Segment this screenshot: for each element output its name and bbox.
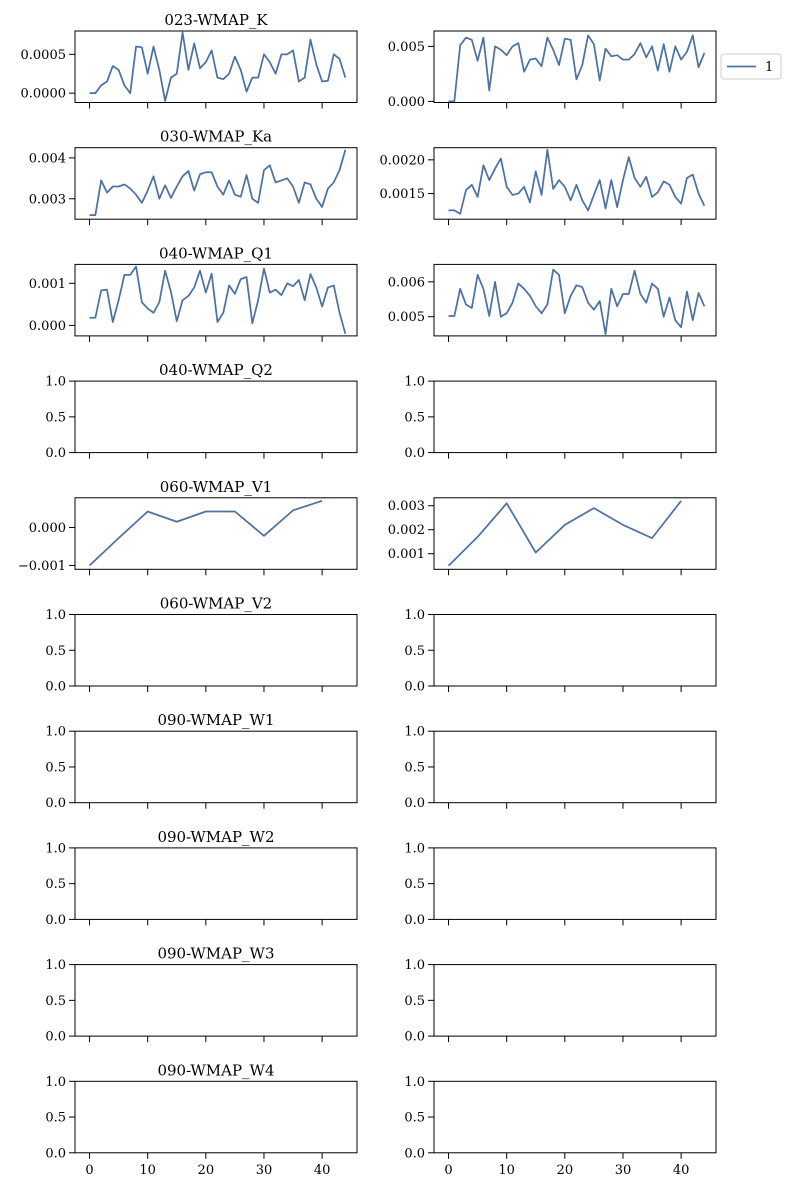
- axes-frame: [75, 264, 357, 336]
- axes-frame: [75, 965, 357, 1037]
- y-tick-label-1-0: 1.0: [404, 608, 425, 623]
- panel-r7c0: [45, 828, 357, 928]
- axes-frame: [434, 381, 716, 453]
- y-tick-label-0-5: 0.5: [45, 993, 66, 1009]
- y-tick-label-1-0: 1.0: [45, 608, 66, 623]
- y-tick-label-0-5: 0.5: [404, 410, 425, 426]
- x-tick-label-20: 20: [556, 1162, 574, 1178]
- y-tick-label-1-0: 1.0: [404, 1074, 425, 1090]
- panel-grid: [18, 11, 716, 1178]
- axes-frame: [75, 381, 357, 453]
- y-tick-label-0-001: 0.001: [387, 547, 425, 563]
- y-tick-label-0-5: 0.5: [404, 760, 425, 776]
- y-tick-label-1-0: 1.0: [45, 841, 66, 857]
- panel-r9c1: [404, 1075, 716, 1178]
- series-line-r4c1-0: [449, 501, 682, 566]
- panel-r3c1: [404, 375, 716, 462]
- y-tick-label-0-001: −0.001: [17, 558, 66, 574]
- series-line-r1c1-0: [449, 150, 705, 214]
- y-tick-label-0-0: 0.0: [45, 1146, 66, 1162]
- legend-label: 1: [765, 60, 774, 75]
- panel-title: 040-WMAP_Q2: [159, 361, 273, 380]
- panel-r0c0: [21, 11, 358, 109]
- panel-r9c0: [45, 1061, 357, 1178]
- y-tick-label-0-0015: 0.0015: [379, 187, 425, 203]
- y-tick-label-0-000: 0.000: [387, 94, 425, 110]
- panel-r5c0: [45, 595, 357, 695]
- legend: [721, 54, 781, 79]
- panel-r6c0: [45, 711, 357, 811]
- y-tick-label-0-5: 0.5: [404, 993, 425, 1009]
- series-line-r4c0-0: [90, 501, 323, 566]
- axes-frame: [75, 848, 357, 920]
- panel-title: 030-WMAP_Ka: [159, 127, 273, 146]
- x-tick-label-30: 30: [614, 1162, 632, 1178]
- panel-title: 023-WMAP_K: [164, 11, 268, 29]
- y-tick-label-0-5: 0.5: [404, 877, 425, 893]
- axes-frame: [75, 498, 357, 570]
- y-tick-label-0-0: 0.0: [404, 1146, 425, 1162]
- y-tick-label-0-000: 0.000: [28, 318, 66, 334]
- axes-frame: [434, 498, 716, 570]
- x-tick-label-30: 30: [255, 1162, 273, 1178]
- y-tick-label-0-0: 0.0: [404, 912, 425, 928]
- panel-r4c0: [18, 478, 357, 576]
- axes-frame: [434, 848, 716, 920]
- axes-frame: [75, 1081, 357, 1153]
- y-tick-label-0-000: 0.000: [28, 520, 66, 536]
- y-tick-label-0-005: 0.005: [387, 39, 425, 55]
- series-line-r0c0-0: [90, 33, 346, 101]
- y-tick-label-0-0: 0.0: [404, 796, 425, 812]
- y-tick-label-0-005: 0.005: [387, 310, 425, 326]
- y-tick-label-0-5: 0.5: [404, 1110, 425, 1126]
- y-tick-label-0-5: 0.5: [45, 1110, 66, 1126]
- y-tick-label-0-0: 0.0: [45, 1029, 66, 1045]
- y-tick-label-0-003: 0.003: [387, 499, 425, 515]
- panel-r2c0: [29, 244, 357, 342]
- axes-frame: [434, 148, 716, 220]
- panel-r6c1: [404, 725, 716, 812]
- panel-title: 040-WMAP_Q1: [159, 244, 273, 263]
- y-tick-label-0-0000: 0.0000: [20, 86, 66, 102]
- y-tick-label-0-5: 0.5: [404, 643, 425, 659]
- axes-frame: [434, 731, 716, 803]
- panel-title: 060-WMAP_V1: [159, 477, 273, 496]
- axes-frame: [75, 731, 357, 803]
- y-tick-label-1-0: 1.0: [404, 724, 425, 740]
- y-tick-label-1-0: 1.0: [404, 374, 425, 390]
- panel-title: 090-WMAP_W1: [157, 711, 275, 730]
- y-tick-label-1-0: 1.0: [45, 724, 66, 740]
- panel-r7c1: [404, 841, 716, 928]
- panel-r1c0: [29, 128, 357, 226]
- series-line-r2c0-0: [90, 267, 346, 334]
- panel-r2c1: [388, 264, 716, 342]
- y-tick-label-1-0: 1.0: [45, 1074, 66, 1090]
- x-tick-label-0: 0: [85, 1162, 94, 1178]
- panel-r8c0: [45, 945, 357, 1045]
- panel-r5c1: [404, 608, 716, 695]
- panel-r1c1: [380, 148, 717, 226]
- y-tick-label-0-5: 0.5: [45, 410, 66, 426]
- y-tick-label-1-0: 1.0: [404, 958, 425, 974]
- y-tick-label-0-0020: 0.0020: [379, 153, 425, 169]
- axes-frame: [434, 1081, 716, 1153]
- y-tick-label-0-0: 0.0: [45, 796, 66, 812]
- x-tick-label-10: 10: [498, 1162, 515, 1178]
- panel-title: 090-WMAP_W2: [157, 827, 275, 846]
- y-tick-label-1-0: 1.0: [45, 374, 66, 390]
- y-tick-label-0-5: 0.5: [45, 760, 66, 776]
- series-line-r0c1-0: [449, 35, 705, 101]
- axes-frame: [434, 965, 716, 1037]
- axes-frame: [75, 615, 357, 687]
- x-tick-label-20: 20: [197, 1162, 215, 1178]
- axes-frame: [434, 264, 716, 336]
- x-tick-label-0: 0: [444, 1162, 453, 1178]
- y-tick-label-0-003: 0.003: [28, 192, 66, 208]
- y-tick-label-0-0005: 0.0005: [20, 47, 66, 63]
- x-tick-label-10: 10: [139, 1162, 156, 1178]
- y-tick-label-0-0: 0.0: [45, 446, 66, 462]
- x-tick-label-40: 40: [313, 1162, 331, 1178]
- y-tick-label-0-5: 0.5: [45, 643, 66, 659]
- panel-r8c1: [404, 958, 716, 1045]
- y-tick-label-0-0: 0.0: [404, 679, 425, 695]
- y-tick-label-1-0: 1.0: [45, 958, 66, 974]
- y-tick-label-1-0: 1.0: [404, 841, 425, 857]
- y-tick-label-0-006: 0.006: [387, 275, 425, 291]
- panel-title: 090-WMAP_W4: [157, 1061, 275, 1080]
- y-tick-label-0-001: 0.001: [28, 276, 66, 292]
- y-tick-label-0-5: 0.5: [45, 877, 66, 893]
- y-tick-label-0-004: 0.004: [28, 151, 66, 167]
- panel-title: 060-WMAP_V2: [159, 594, 273, 613]
- panel-r0c1: [388, 31, 716, 110]
- y-tick-label-0-0: 0.0: [45, 912, 66, 928]
- series-line-r1c0-0: [90, 150, 346, 215]
- y-tick-label-0-0: 0.0: [45, 679, 66, 695]
- series-line-r2c1-0: [449, 270, 705, 335]
- panel-r4c1: [388, 498, 716, 576]
- y-tick-label-0-0: 0.0: [404, 1029, 425, 1045]
- y-tick-label-0-0: 0.0: [404, 446, 425, 462]
- y-tick-label-0-002: 0.002: [387, 523, 425, 539]
- panel-r3c0: [45, 361, 357, 461]
- axes-frame: [434, 615, 716, 687]
- x-tick-label-40: 40: [672, 1162, 690, 1178]
- panel-title: 090-WMAP_W3: [157, 944, 275, 963]
